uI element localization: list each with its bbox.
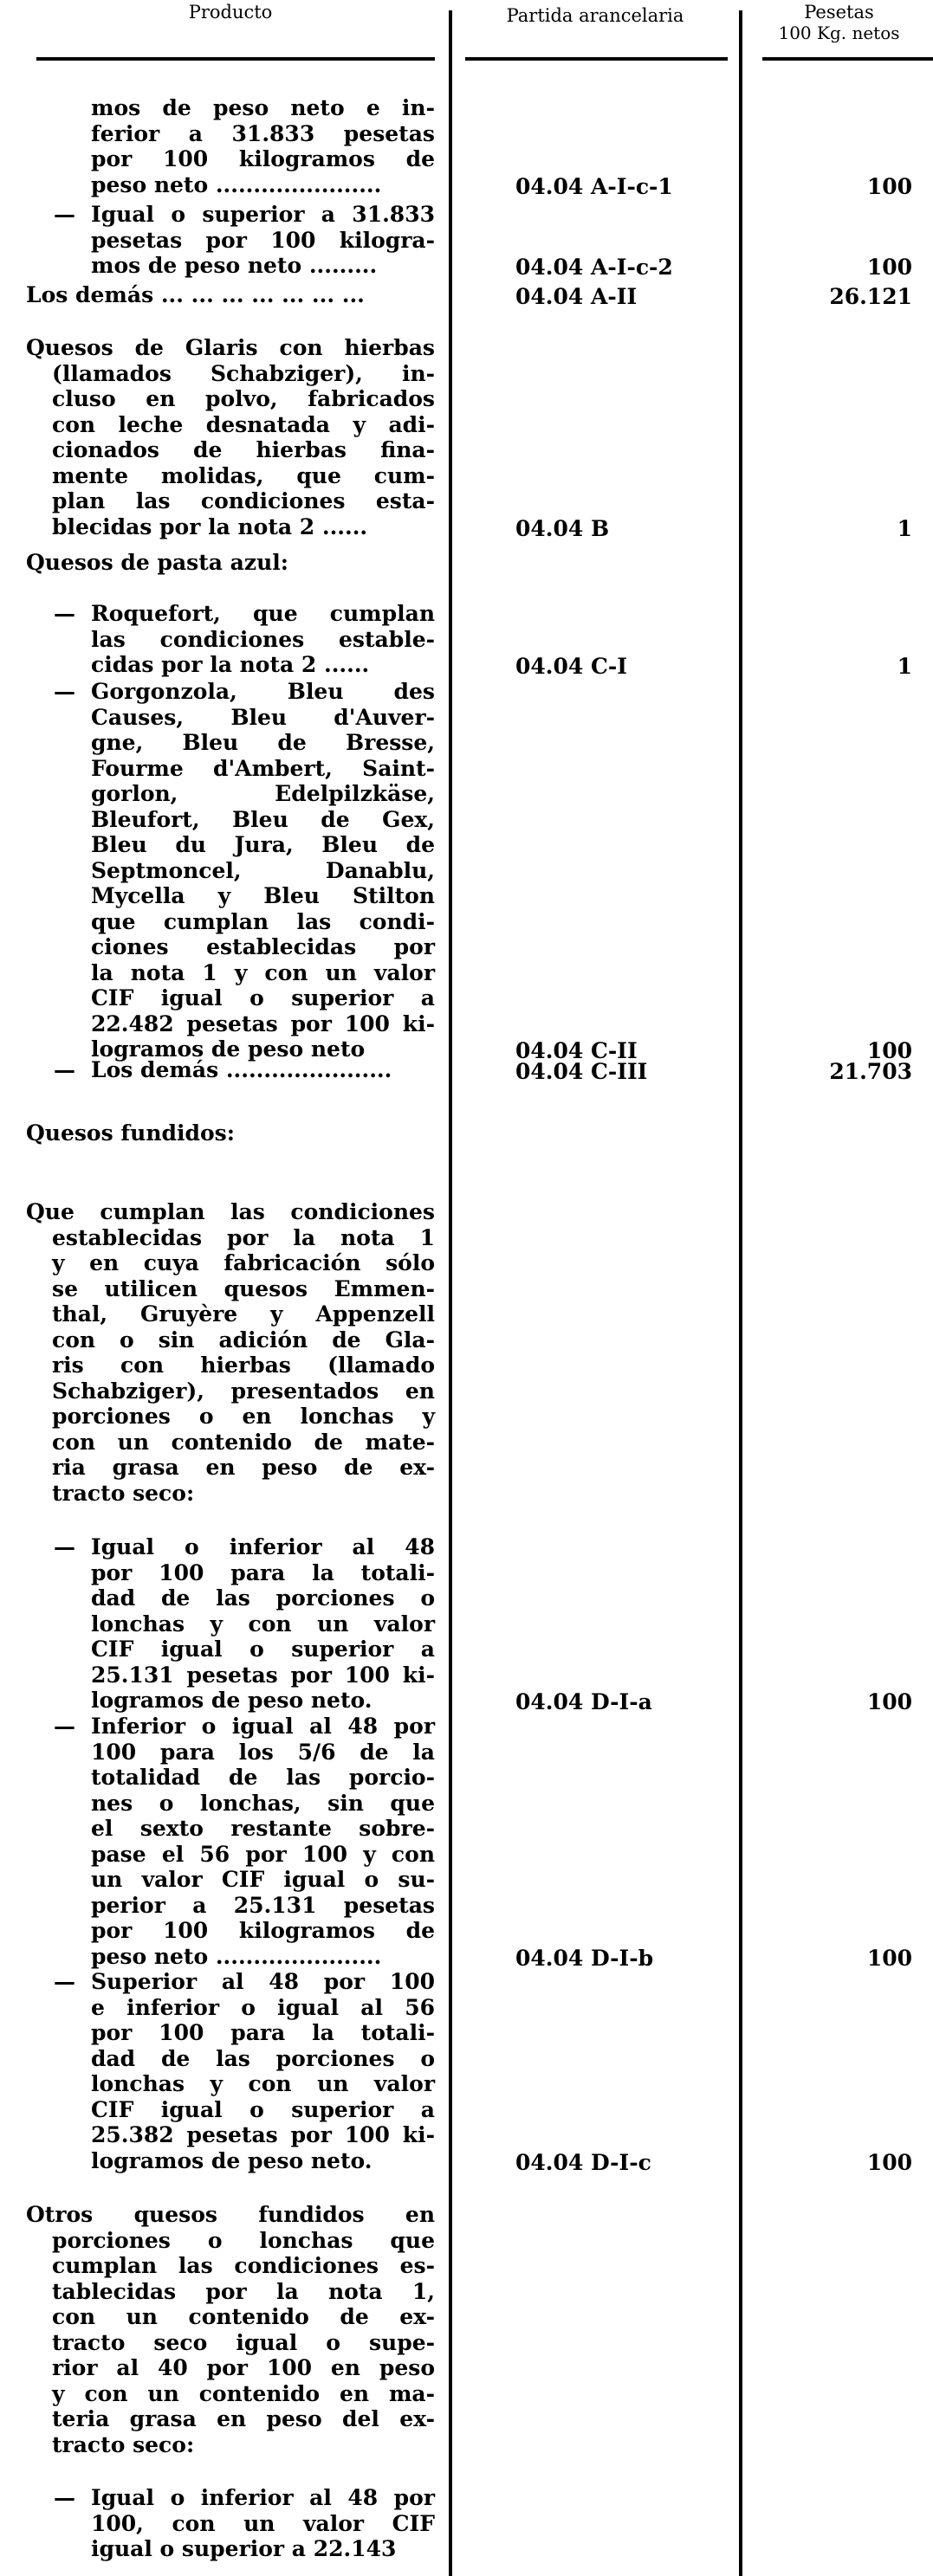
product-text-line: con un contenido de ex- [52, 2304, 435, 2329]
table-row [91, 202, 435, 279]
product-text-line: tracto seco: [52, 2431, 195, 2457]
product-text-line: thal, Gruyère y Appenzell [52, 1301, 435, 1327]
product-text-line: peso neto ...................... [91, 171, 382, 197]
product-text-line: tracto seco: [52, 1480, 195, 1506]
list-dash-marker: — [54, 679, 75, 704]
product-text-line: lonchas y con un valor [91, 2071, 435, 2096]
product-text-line: se utilicen quesos Emmen- [52, 1275, 435, 1301]
list-dash-marker: — [54, 1057, 75, 1082]
product-text-line: gne, Bleu de Bresse, [91, 730, 435, 755]
product-text-line: por 100 kilogramos de [91, 1918, 435, 1943]
product-text-line: cluso en polvo, fabricados [52, 386, 435, 411]
product-text-line: logramos de peso neto [91, 1036, 366, 1062]
product-text-line: 100, con un valor CIF [91, 2510, 435, 2536]
list-dash-marker: — [54, 1714, 75, 1739]
product-text-line: tablecidas por la nota 1, [52, 2278, 435, 2304]
table-row [91, 1057, 435, 1083]
product-text-line: lonchas y con un valor [91, 1611, 435, 1637]
product-text-line: CIF igual o superior a [91, 2096, 435, 2122]
header-rule-product [36, 57, 435, 61]
price-value: 21.703 [829, 1059, 912, 1084]
price-value: 100 [866, 1945, 912, 1971]
product-text-line: por 100 para la totali- [91, 1559, 435, 1585]
table-row [26, 1120, 435, 1146]
product-text-line: la nota 1 y con un valor [91, 959, 435, 985]
product-text-line: Schabziger), presentados en [52, 1378, 435, 1404]
price-value: 100 [866, 1038, 912, 1063]
product-text-line: Quesos fundidos: [26, 1120, 235, 1146]
table-row [26, 2202, 435, 2457]
product-text-line: establecidas por la nota 1 [52, 1224, 435, 1250]
product-text-line: cionados de hierbas fina- [52, 437, 435, 462]
product-text-line: Otros quesos fundidos en [26, 2202, 435, 2227]
price-value: 1 [897, 654, 912, 679]
tariff-code: 04.04 A-I-c-2 [515, 255, 673, 280]
tariff-code: 04.04 D-I-b [515, 1945, 654, 1971]
product-text-line: y en cuya fabricación sólo [52, 1250, 435, 1275]
price-value: 100 [866, 173, 912, 199]
product-text-line: Superior al 48 por 100 [91, 1969, 435, 1994]
list-dash-marker: — [54, 202, 75, 227]
header-price-line2: 100 Kg. netos [778, 23, 900, 43]
product-text-line: Igual o inferior al 48 [91, 1534, 435, 1559]
product-text-line: Igual o superior a 31.833 [91, 202, 435, 227]
product-text-line: blecidas por la nota 2 ...... [52, 513, 368, 539]
column-divider-1 [449, 10, 452, 2576]
product-text-line: 100 para los 5/6 de la [91, 1739, 435, 1765]
product-text-line: pase el 56 por 100 y con [91, 1841, 435, 1867]
product-text-line: Los demás ...................... [91, 1057, 392, 1082]
product-text-line: un valor CIF igual o su- [91, 1867, 435, 1892]
product-text-line: logramos de peso neto. [91, 1688, 373, 1713]
product-text-line: (llamados Schabziger), in- [52, 360, 435, 386]
product-text-line: cumplan las condiciones es- [52, 2253, 435, 2278]
product-text-line: porciones o en lonchas y [52, 1404, 435, 1429]
product-text-line: igual o superior a 22.143 [91, 2536, 397, 2561]
table-row [91, 601, 435, 678]
product-text-line: Roquefort, que cumplan [91, 601, 435, 626]
product-text-line: Mycella y Bleu Stilton [91, 883, 435, 908]
product-text-line: Quesos de Glaris con hierbas [26, 335, 435, 360]
header-rule-tariff [465, 57, 728, 61]
product-text-line: Bleufort, Bleu de Gex, [91, 806, 435, 832]
product-text-line: ciones establecidas por [91, 934, 435, 959]
product-text-line: 25.131 pesetas por 100 ki- [91, 1662, 435, 1688]
product-text-line: gorlon, Edelpilzkäse, [91, 781, 435, 806]
product-text-line: mente molidas, que cum- [52, 462, 435, 488]
tariff-code: 04.04 C-I [515, 654, 627, 679]
product-text-line: las condiciones estable- [91, 626, 435, 652]
header-price-line1: Pesetas [804, 2, 874, 23]
product-text-line: Bleu du Jura, Bleu de [91, 832, 435, 857]
product-text-line: tracto seco igual o supe- [52, 2329, 435, 2355]
product-text-line: Fourme d'Ambert, Saint- [91, 755, 435, 781]
product-text-line: Que cumplan las condiciones [26, 1199, 435, 1224]
header-tariff: Partida arancelaria [506, 5, 684, 26]
price-value: 100 [866, 1689, 912, 1714]
product-text-line: peso neto ...................... [91, 1943, 382, 1969]
table-row [91, 95, 435, 197]
product-text-line: Los demás ... ... ... ... ... ... ... [26, 282, 365, 307]
list-dash-marker: — [54, 601, 75, 626]
product-text-line: con o sin adición de Gla- [52, 1327, 435, 1353]
product-text-line: con un contenido de mate- [52, 1429, 435, 1455]
product-text-line: rior al 40 por 100 en peso [52, 2355, 435, 2380]
product-text-line: logramos de peso neto. [91, 2147, 373, 2173]
product-text-line: por 100 para la totali- [91, 2020, 435, 2045]
product-text-line: mos de peso neto ......... [91, 253, 378, 278]
product-text-line: mos de peso neto e in- [91, 95, 435, 120]
header-product: Producto [188, 2, 273, 23]
price-value: 26.121 [829, 284, 912, 309]
product-text-line: Inferior o igual al 48 por [91, 1714, 435, 1739]
product-text-line: que cumplan las condi- [91, 908, 435, 934]
product-text-line: perior a 25.131 pesetas [91, 1892, 435, 1918]
product-text-line: Septmoncel, Danablu, [91, 857, 435, 883]
tariff-code: 04.04 A-II [515, 284, 638, 309]
price-value: 1 [897, 515, 912, 541]
product-text-line: por 100 kilogramos de [91, 146, 435, 171]
table-row [26, 1199, 435, 1506]
product-text-line: plan las condiciones esta- [52, 488, 435, 513]
list-dash-marker: — [54, 1969, 75, 1994]
table-row [26, 335, 435, 539]
tariff-code: 04.04 B [515, 515, 610, 541]
table-row [91, 1969, 435, 2173]
product-text-line: Gorgonzola, Bleu des [91, 679, 435, 704]
table-row [26, 550, 435, 576]
product-text-line: dad de las porciones o [91, 2045, 435, 2071]
product-text-line: e inferior o igual al 56 [91, 1994, 435, 2020]
product-text-line: el sexto restante sobre- [91, 1816, 435, 1841]
tariff-code: 04.04 C-II [515, 1038, 638, 1063]
tariff-code: 04.04 D-I-a [515, 1689, 652, 1714]
tariff-code: 04.04 C-III [515, 1059, 648, 1084]
product-text-line: Igual o inferior al 48 por [91, 2485, 435, 2510]
header-rule-price [762, 57, 933, 61]
product-text-line: porciones o lonchas que [52, 2227, 435, 2253]
product-text-line: CIF igual o superior a [91, 1637, 435, 1662]
product-text-line: Causes, Bleu d'Auver- [91, 704, 435, 730]
table-row [91, 1714, 435, 1969]
price-value: 100 [866, 2149, 912, 2175]
product-text-line: cidas por la nota 2 ...... [91, 652, 370, 677]
product-text-line: dad de las porciones o [91, 1585, 435, 1611]
table-row [91, 2485, 435, 2562]
product-text-line: totalidad de las porcio- [91, 1765, 435, 1790]
product-text-line: Quesos de pasta azul: [26, 550, 288, 575]
product-text-line: ris con hierbas (llamado [52, 1353, 435, 1378]
product-text-line: y con un contenido en ma- [52, 2380, 435, 2406]
tariff-code: 04.04 D-I-c [515, 2149, 651, 2175]
tariff-code: 04.04 A-I-c-1 [515, 173, 673, 199]
product-text-line: nes o lonchas, sin que [91, 1790, 435, 1816]
product-text-line: pesetas por 100 kilogra- [91, 227, 435, 253]
product-text-line: con leche desnatada y adi- [52, 411, 435, 437]
column-divider-2 [739, 10, 742, 2576]
product-text-line: ferior a 31.833 pesetas [91, 120, 435, 146]
list-dash-marker: — [54, 1534, 75, 1559]
table-row [91, 1534, 435, 1714]
list-dash-marker: — [54, 2485, 75, 2510]
table-row [91, 679, 435, 1062]
price-value: 100 [866, 255, 912, 280]
table-row [26, 282, 435, 308]
product-text-line: teria grasa en peso del ex- [52, 2406, 435, 2431]
product-text-line: CIF igual o superior a [91, 985, 435, 1010]
product-text-line: ria grasa en peso de ex- [52, 1455, 435, 1480]
product-text-line: 25.382 pesetas por 100 ki- [91, 2122, 435, 2147]
product-text-line: 22.482 pesetas por 100 ki- [91, 1010, 435, 1036]
